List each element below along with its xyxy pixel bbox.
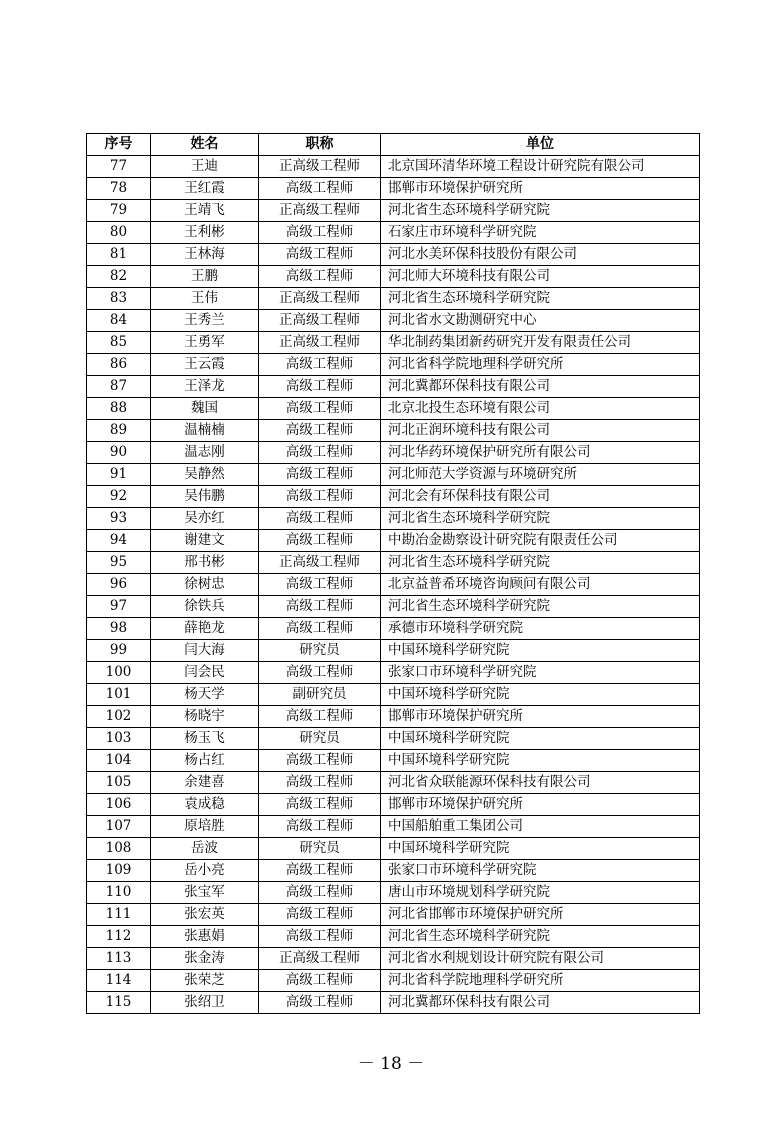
cell-title: 高级工程师: [259, 178, 381, 200]
cell-unit: 中国船舶重工集团公司: [381, 816, 700, 838]
table-row: [87, 552, 700, 574]
cell-title: 高级工程师: [259, 750, 381, 772]
cell-name: 岳波: [151, 838, 259, 860]
table-row: [87, 156, 700, 178]
cell-title: 正高级工程师: [259, 552, 381, 574]
cell-serial-number: 107: [87, 816, 151, 838]
cell-unit: 河北省生态环境科学研究院: [381, 552, 700, 574]
cell-name: 余建喜: [151, 772, 259, 794]
cell-name: 杨晓宇: [151, 706, 259, 728]
cell-serial-number: 111: [87, 904, 151, 926]
cell-name: 王勇军: [151, 332, 259, 354]
cell-name: 杨天学: [151, 684, 259, 706]
cell-name: 张荣芝: [151, 970, 259, 992]
cell-name: 吴亦红: [151, 508, 259, 530]
cell-serial-number: 97: [87, 596, 151, 618]
cell-unit: 中国环境科学研究院: [381, 640, 700, 662]
cell-serial-number: 113: [87, 948, 151, 970]
cell-serial-number: 79: [87, 200, 151, 222]
cell-unit: 中国环境科学研究院: [381, 684, 700, 706]
cell-name: 吴伟鹏: [151, 486, 259, 508]
cell-name: 张宏英: [151, 904, 259, 926]
cell-title: 研究员: [259, 838, 381, 860]
cell-serial-number: 86: [87, 354, 151, 376]
cell-serial-number: 85: [87, 332, 151, 354]
cell-title: 正高级工程师: [259, 288, 381, 310]
cell-serial-number: 83: [87, 288, 151, 310]
cell-title: 正高级工程师: [259, 156, 381, 178]
table-row: [87, 860, 700, 882]
cell-unit: 河北冀都环保科技有限公司: [381, 992, 700, 1014]
table-row: [87, 662, 700, 684]
table-header-row: [87, 134, 700, 156]
cell-unit: 河北省邯郸市环境保护研究所: [381, 904, 700, 926]
cell-title: 高级工程师: [259, 486, 381, 508]
table-row: [87, 816, 700, 838]
table-row: [87, 706, 700, 728]
cell-unit: 河北省生态环境科学研究院: [381, 926, 700, 948]
cell-unit: 北京益普希环境咨询顾问有限公司: [381, 574, 700, 596]
cell-name: 魏国: [151, 398, 259, 420]
table-row: [87, 200, 700, 222]
cell-serial-number: 99: [87, 640, 151, 662]
cell-name: 闫大海: [151, 640, 259, 662]
cell-unit: 河北省水文勘测研究中心: [381, 310, 700, 332]
table-row: [87, 596, 700, 618]
cell-title: 高级工程师: [259, 992, 381, 1014]
table-row: [87, 794, 700, 816]
cell-name: 王泽龙: [151, 376, 259, 398]
table-row: [87, 970, 700, 992]
table-row: [87, 618, 700, 640]
cell-serial-number: 88: [87, 398, 151, 420]
cell-unit: 河北会有环保科技有限公司: [381, 486, 700, 508]
cell-serial-number: 91: [87, 464, 151, 486]
table-row: [87, 442, 700, 464]
cell-unit: 邯郸市环境保护研究所: [381, 706, 700, 728]
cell-name: 张金涛: [151, 948, 259, 970]
table-row: [87, 838, 700, 860]
table-row: [87, 288, 700, 310]
cell-name: 王伟: [151, 288, 259, 310]
cell-title: 高级工程师: [259, 772, 381, 794]
cell-title: 高级工程师: [259, 420, 381, 442]
table-row: [87, 420, 700, 442]
cell-unit: 河北冀都环保科技有限公司: [381, 376, 700, 398]
table-row: [87, 354, 700, 376]
cell-serial-number: 98: [87, 618, 151, 640]
cell-unit: 张家口市环境科学研究院: [381, 662, 700, 684]
cell-serial-number: 77: [87, 156, 151, 178]
cell-unit: 河北省生态环境科学研究院: [381, 288, 700, 310]
expert-table: [86, 133, 700, 1014]
cell-name: 杨占红: [151, 750, 259, 772]
cell-name: 谢建文: [151, 530, 259, 552]
table-row: [87, 772, 700, 794]
cell-serial-number: 89: [87, 420, 151, 442]
cell-name: 王林海: [151, 244, 259, 266]
table-row: [87, 574, 700, 596]
cell-serial-number: 84: [87, 310, 151, 332]
cell-title: 正高级工程师: [259, 310, 381, 332]
cell-title: 高级工程师: [259, 376, 381, 398]
cell-unit: 唐山市环境规划科学研究院: [381, 882, 700, 904]
cell-unit: 河北省科学院地理科学研究所: [381, 970, 700, 992]
cell-serial-number: 112: [87, 926, 151, 948]
cell-title: 高级工程师: [259, 926, 381, 948]
cell-serial-number: 114: [87, 970, 151, 992]
cell-title: 高级工程师: [259, 442, 381, 464]
cell-name: 杨玉飞: [151, 728, 259, 750]
table-row: [87, 728, 700, 750]
cell-name: 吴静然: [151, 464, 259, 486]
cell-name: 岳小亮: [151, 860, 259, 882]
header-unit: 单位: [381, 134, 700, 156]
cell-unit: 华北制药集团新药研究开发有限责任公司: [381, 332, 700, 354]
cell-title: 高级工程师: [259, 530, 381, 552]
cell-title: 高级工程师: [259, 794, 381, 816]
cell-title: 高级工程师: [259, 706, 381, 728]
table-row: [87, 992, 700, 1014]
cell-serial-number: 100: [87, 662, 151, 684]
cell-name: 温楠楠: [151, 420, 259, 442]
cell-serial-number: 108: [87, 838, 151, 860]
cell-title: 研究员: [259, 640, 381, 662]
table-row: [87, 948, 700, 970]
cell-name: 王秀兰: [151, 310, 259, 332]
cell-title: 高级工程师: [259, 508, 381, 530]
cell-name: 邢书彬: [151, 552, 259, 574]
cell-unit: 北京北投生态环境有限公司: [381, 398, 700, 420]
cell-title: 正高级工程师: [259, 332, 381, 354]
cell-serial-number: 115: [87, 992, 151, 1014]
cell-name: 王红霞: [151, 178, 259, 200]
cell-name: 王靖飞: [151, 200, 259, 222]
table-row: [87, 464, 700, 486]
cell-serial-number: 82: [87, 266, 151, 288]
cell-title: 高级工程师: [259, 618, 381, 640]
table-row: [87, 244, 700, 266]
cell-title: 高级工程师: [259, 904, 381, 926]
cell-serial-number: 103: [87, 728, 151, 750]
cell-serial-number: 90: [87, 442, 151, 464]
cell-unit: 河北省水利规划设计研究院有限公司: [381, 948, 700, 970]
cell-name: 袁成稳: [151, 794, 259, 816]
cell-unit: 河北华药环境保护研究所有限公司: [381, 442, 700, 464]
table-row: [87, 222, 700, 244]
cell-title: 高级工程师: [259, 464, 381, 486]
cell-unit: 河北师范大学资源与环境研究所: [381, 464, 700, 486]
cell-unit: 石家庄市环境科学研究院: [381, 222, 700, 244]
cell-serial-number: 102: [87, 706, 151, 728]
page-number: － 18 －: [357, 1054, 425, 1074]
cell-name: 徐树忠: [151, 574, 259, 596]
cell-unit: 中国环境科学研究院: [381, 750, 700, 772]
cell-unit: 张家口市环境科学研究院: [381, 860, 700, 882]
cell-serial-number: 110: [87, 882, 151, 904]
cell-title: 高级工程师: [259, 970, 381, 992]
cell-title: 高级工程师: [259, 574, 381, 596]
table-row: [87, 486, 700, 508]
cell-name: 张绍卫: [151, 992, 259, 1014]
table-row: [87, 684, 700, 706]
cell-serial-number: 94: [87, 530, 151, 552]
cell-name: 王鹏: [151, 266, 259, 288]
cell-name: 张宝军: [151, 882, 259, 904]
cell-unit: 中勘冶金勘察设计研究院有限责任公司: [381, 530, 700, 552]
cell-title: 高级工程师: [259, 244, 381, 266]
cell-name: 闫会民: [151, 662, 259, 684]
cell-serial-number: 101: [87, 684, 151, 706]
cell-unit: 河北省科学院地理科学研究所: [381, 354, 700, 376]
header-title: 职称: [259, 134, 381, 156]
cell-serial-number: 96: [87, 574, 151, 596]
cell-unit: 河北正润环境科技有限公司: [381, 420, 700, 442]
table-body: [87, 156, 700, 1014]
cell-unit: 邯郸市环境保护研究所: [381, 178, 700, 200]
table-row: [87, 750, 700, 772]
cell-title: 高级工程师: [259, 398, 381, 420]
cell-title: 高级工程师: [259, 222, 381, 244]
table-row: [87, 882, 700, 904]
cell-name: 原培胜: [151, 816, 259, 838]
cell-title: 副研究员: [259, 684, 381, 706]
cell-name: 王利彬: [151, 222, 259, 244]
cell-serial-number: 87: [87, 376, 151, 398]
cell-title: 高级工程师: [259, 596, 381, 618]
cell-title: 高级工程师: [259, 882, 381, 904]
cell-title: 研究员: [259, 728, 381, 750]
cell-serial-number: 105: [87, 772, 151, 794]
cell-serial-number: 93: [87, 508, 151, 530]
cell-serial-number: 92: [87, 486, 151, 508]
cell-serial-number: 78: [87, 178, 151, 200]
cell-serial-number: 106: [87, 794, 151, 816]
cell-unit: 河北省生态环境科学研究院: [381, 508, 700, 530]
cell-title: 高级工程师: [259, 860, 381, 882]
header-serial-number: 序号: [87, 134, 151, 156]
cell-name: 徐铁兵: [151, 596, 259, 618]
table-row: [87, 376, 700, 398]
cell-name: 王云霞: [151, 354, 259, 376]
table-row: [87, 926, 700, 948]
cell-serial-number: 104: [87, 750, 151, 772]
cell-title: 高级工程师: [259, 662, 381, 684]
cell-unit: 中国环境科学研究院: [381, 838, 700, 860]
cell-serial-number: 109: [87, 860, 151, 882]
cell-unit: 河北师大环境科技有限公司: [381, 266, 700, 288]
cell-title: 高级工程师: [259, 816, 381, 838]
cell-title: 高级工程师: [259, 266, 381, 288]
header-name: 姓名: [151, 134, 259, 156]
table-row: [87, 310, 700, 332]
table-row: [87, 398, 700, 420]
table-row: [87, 332, 700, 354]
cell-unit: 河北水美环保科技股份有限公司: [381, 244, 700, 266]
table-row: [87, 266, 700, 288]
table-row: [87, 640, 700, 662]
cell-unit: 邯郸市环境保护研究所: [381, 794, 700, 816]
cell-serial-number: 81: [87, 244, 151, 266]
table-row: [87, 178, 700, 200]
table-row: [87, 530, 700, 552]
cell-unit: 中国环境科学研究院: [381, 728, 700, 750]
cell-unit: 北京国环清华环境工程设计研究院有限公司: [381, 156, 700, 178]
cell-name: 温志刚: [151, 442, 259, 464]
cell-unit: 承德市环境科学研究院: [381, 618, 700, 640]
cell-title: 正高级工程师: [259, 200, 381, 222]
cell-title: 高级工程师: [259, 354, 381, 376]
table-row: [87, 508, 700, 530]
cell-title: 正高级工程师: [259, 948, 381, 970]
cell-name: 薛艳龙: [151, 618, 259, 640]
cell-unit: 河北省生态环境科学研究院: [381, 596, 700, 618]
cell-serial-number: 80: [87, 222, 151, 244]
cell-name: 张惠娟: [151, 926, 259, 948]
cell-unit: 河北省众联能源环保科技有限公司: [381, 772, 700, 794]
table-row: [87, 904, 700, 926]
cell-serial-number: 95: [87, 552, 151, 574]
cell-name: 王迪: [151, 156, 259, 178]
cell-unit: 河北省生态环境科学研究院: [381, 200, 700, 222]
